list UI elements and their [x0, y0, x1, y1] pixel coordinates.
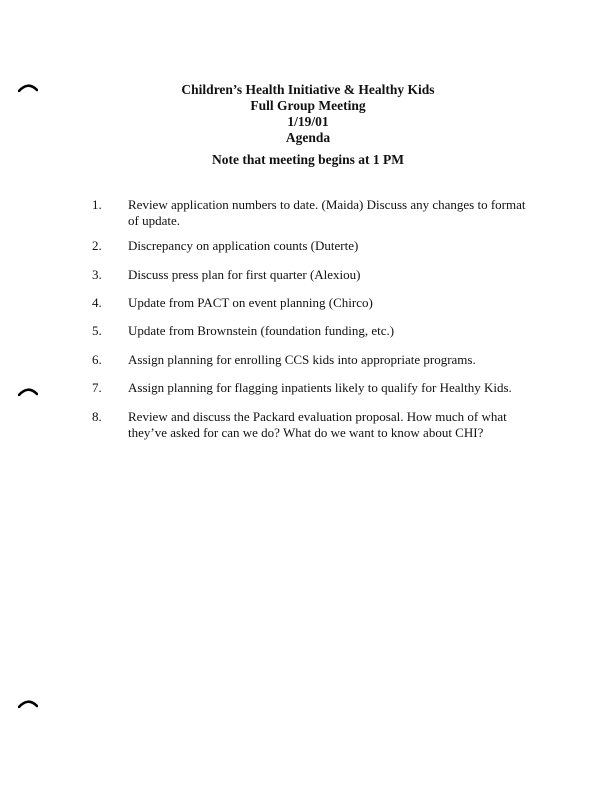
header-title: Children’s Health Initiative & Healthy Kids [181, 82, 435, 97]
item-number: 8. [92, 409, 102, 424]
punch-hole-mark-icon [18, 698, 38, 708]
header-meeting-name: Full Group Meeting [250, 98, 366, 113]
item-number: 7. [92, 380, 102, 395]
header-date: 1/19/01 [287, 114, 329, 129]
item-text: Assign planning for enrolling CCS kids into appropriate programs. [128, 352, 476, 367]
item-text: Review and discuss the Packard evaluation proposal. How much of what they’ve asked for can we do? What do we want to know about CHI? [128, 409, 507, 440]
item-number: 2. [92, 238, 102, 253]
meeting-start-note: Note that meeting begins at 1 PM [212, 152, 404, 167]
item-text: Discuss press plan for first quarter (Alexiou) [128, 267, 361, 282]
item-number: 4. [92, 295, 102, 310]
item-text: Discrepancy on application counts (Duterte) [128, 238, 359, 253]
header-agenda-label: Agenda [285, 130, 331, 145]
item-text: Review application numbers to date. (Maida) Discuss any changes to format of update. [128, 197, 526, 228]
agenda-header [0, 82, 616, 146]
item-text: Update from Brownstein (foundation funding, etc.) [128, 323, 395, 338]
item-number: 3. [92, 267, 102, 282]
item-number: 6. [92, 352, 102, 367]
item-text: Update from PACT on event planning (Chirco) [128, 295, 373, 310]
item-number: 5. [92, 323, 102, 338]
item-number: 1. [92, 197, 102, 212]
item-text: Assign planning for flagging inpatients likely to qualify for Healthy Kids. [128, 380, 512, 395]
punch-hole-mark-icon [18, 386, 38, 396]
